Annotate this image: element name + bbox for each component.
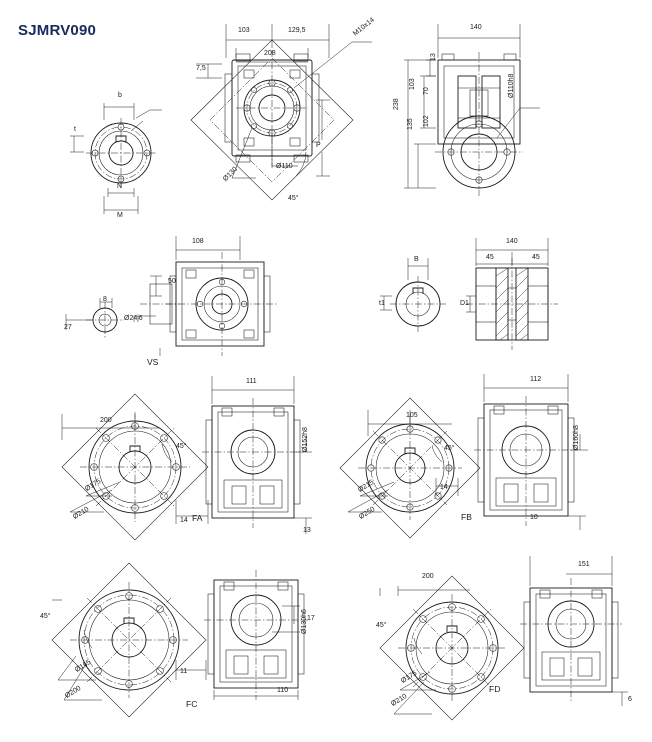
dim-45-top: 45° [288,195,299,202]
page-title: SJMRV090 [18,22,97,39]
dim-D1: D1 [460,300,469,307]
dim-208: 208 [264,50,276,57]
dim-129-5: 129,5 [288,27,306,34]
label-fb: FB [461,512,472,522]
dim-m10x14: M10x14 [352,16,376,38]
dim-6-fd: 6 [628,696,632,703]
dim-d175-fd: Ø175 [400,669,419,685]
dim-d152h8: Ø152h8 [302,427,309,452]
dim-p: P [316,142,321,149]
label-m: M [117,212,123,219]
dim-140-right: 140 [470,24,482,31]
dim-d110: Ø110 [276,163,293,170]
dim-d165: Ø165 [74,658,93,674]
dim-45-left-hub: 45 [486,254,494,261]
dim-50: 50 [168,278,176,285]
dim-8: 8 [103,296,107,303]
dim-13-fa: 13 [303,527,311,534]
dim-112: 112 [530,376,542,383]
dim-d215: Ø215 [357,478,376,494]
dim-d130: Ø130 [222,165,240,183]
dim-t1: t1 [379,300,385,307]
dim-102: 102 [423,115,430,127]
dim-135: 135 [407,118,414,130]
dim-45-fa: 45° [176,443,187,450]
dim-151: 151 [578,561,590,568]
view-fd [380,556,628,720]
dim-d130h6: Ø130h6 [301,609,308,634]
label-fa: FA [192,513,203,523]
view-fc [52,563,308,717]
dim-d210-fa: Ø210 [72,505,91,521]
label-fd: FD [489,684,501,694]
dim-14-fa: 14 [180,517,188,524]
dim-11-fc: 11 [180,668,188,675]
label-t: t [74,126,76,133]
dim-d24j6: Ø24j6 [124,315,143,322]
view-top-main [191,24,372,200]
dim-45-fc: 45° [40,613,51,620]
dim-140-hub: 140 [506,238,518,245]
dim-110-fc: 110 [277,687,289,694]
view-fa [62,376,312,540]
dim-14-fb: 14 [440,484,448,491]
label-b: b [118,92,122,99]
view-shaft-end [70,103,162,214]
view-flange-right [404,24,540,196]
dim-105: 105 [406,412,418,419]
dim-45-fd: 45° [376,622,387,629]
dim-45-fb: 45° [444,445,455,452]
dim-B: B [414,256,419,263]
dim-200-fa: 200 [100,417,112,424]
label-fc: FC [186,699,198,709]
label-n: N [117,183,123,190]
dim-238: 238 [393,98,400,110]
dim-13-right: 13 [430,53,437,61]
view-vs [66,236,278,356]
dim-d160h8: Ø160h8 [573,425,580,450]
dim-103-right: 103 [409,78,416,90]
dim-d175-fa: Ø175 [84,477,103,493]
dim-d200: Ø200 [64,684,83,700]
dim-17-fc: 17 [307,615,315,622]
dim-27: 27 [64,324,72,331]
dim-d250: Ø250 [358,505,377,521]
dim-111: 111 [246,378,257,385]
dim-200-fd: 200 [422,573,434,580]
dim-103-top: 103 [238,27,250,34]
dim-d110h8: Ø110h8 [508,73,515,98]
dim-10-fb: 10 [530,514,538,521]
label-vs: VS [147,357,159,367]
dim-45-right-hub: 45 [532,254,540,261]
dim-d210-fd: Ø210 [390,692,409,708]
dim-70: 70 [423,87,430,95]
dim-108: 108 [192,238,204,245]
dim-7-5: 7,5 [196,65,206,72]
